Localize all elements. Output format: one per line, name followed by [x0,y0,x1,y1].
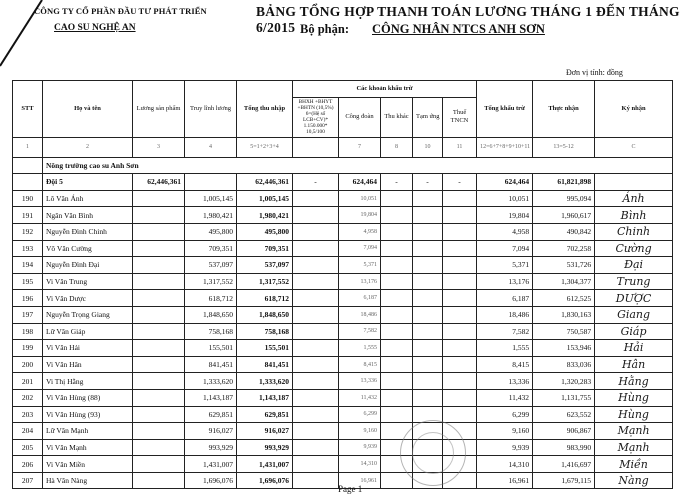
row-tong-khau-tru: 7,582 [477,323,533,340]
row-thue [443,356,477,373]
row-stt: 204 [13,423,43,440]
table-row [13,290,673,307]
row-name: Võ Văn Cường [43,240,133,257]
row-tong-thu-nhap: 629,851 [237,406,293,423]
group-tong-khau-tru: 624,464 [477,174,533,191]
row-tam-ung [413,306,443,323]
row-thue [443,406,477,423]
table-row [13,240,673,257]
row-bhxh [293,373,339,390]
row-thuc-nhan: 983,990 [533,439,595,456]
row-truy-linh: 1,980,421 [185,207,237,224]
table-row [13,439,673,456]
row-tong-khau-tru: 6,187 [477,290,533,307]
row-tam-ung [413,240,443,257]
row-bhxh [293,456,339,473]
row-signature: DƯỢC [595,290,673,307]
table-row [13,190,673,207]
row-thuc-nhan: 490,842 [533,223,595,240]
row-name: Vi Văn Mạnh [43,439,133,456]
row-truy-linh: 1,143,187 [185,389,237,406]
row-cong-doan: 16,961 [339,472,381,489]
row-truy-linh: 155,501 [185,340,237,357]
header-cong-doan: Công đoàn [339,97,381,137]
header-luong-san-pham: Lương sản phẩm [133,81,185,138]
row-thuc-nhan: 1,131,755 [533,389,595,406]
row-tong-khau-tru: 13,176 [477,273,533,290]
row-tam-ung [413,290,443,307]
table-row [13,306,673,323]
row-tam-ung [413,323,443,340]
row-thue [443,190,477,207]
row-thuc-nhan: 1,960,617 [533,207,595,224]
colnum: 11 [443,137,477,157]
row-tong-thu-nhap: 1,980,421 [237,207,293,224]
row-name: Nguyễn Đình Chinh [43,223,133,240]
row-bhxh [293,356,339,373]
row-tong-khau-tru: 19,804 [477,207,533,224]
header-ky-nhan: Ký nhận [595,81,673,138]
row-thue [443,273,477,290]
department-value: CÔNG NHÂN NTCS ANH SƠN [372,22,545,36]
colnum: 7 [339,137,381,157]
table-row [13,373,673,390]
row-thu-khac [381,389,413,406]
group-thue: - [443,174,477,191]
row-cong-doan: 5,371 [339,257,381,274]
row-tam-ung [413,340,443,357]
row-luong-sp [133,323,185,340]
row-stt: 202 [13,389,43,406]
row-stt: 206 [13,456,43,473]
row-bhxh [293,273,339,290]
row-thu-khac [381,190,413,207]
row-bhxh [293,190,339,207]
row-thu-khac [381,373,413,390]
row-truy-linh: 758,168 [185,323,237,340]
row-signature: Hải [595,340,673,357]
row-bhxh [293,257,339,274]
row-tong-thu-nhap: 758,168 [237,323,293,340]
row-thue [443,290,477,307]
row-bhxh [293,323,339,340]
table-row [13,389,673,406]
row-luong-sp [133,240,185,257]
row-thu-khac [381,406,413,423]
row-luong-sp [133,406,185,423]
row-signature: Hằng [595,373,673,390]
row-tam-ung [413,190,443,207]
row-name: Lữ Văn Giáp [43,323,133,340]
row-tong-khau-tru: 8,415 [477,356,533,373]
row-name: Vi Văn Hùng (93) [43,406,133,423]
row-bhxh [293,240,339,257]
row-stt: 193 [13,240,43,257]
row-bhxh [293,223,339,240]
row-signature: Hân [595,356,673,373]
row-tong-thu-nhap: 1,696,076 [237,472,293,489]
row-thuc-nhan: 1,304,377 [533,273,595,290]
table-row [13,456,673,473]
row-tong-thu-nhap: 1,848,650 [237,306,293,323]
row-thue [443,223,477,240]
colnum: 8 [381,137,413,157]
row-tong-khau-tru: 14,310 [477,456,533,473]
company-name: CÔNG TY CỔ PHẦN ĐẦU TƯ PHÁT TRIỂN [34,6,207,16]
colnum: 13=5-12 [533,137,595,157]
row-truy-linh: 916,027 [185,423,237,440]
row-thue [443,207,477,224]
row-tam-ung [413,356,443,373]
row-bhxh [293,439,339,456]
row-thue [443,240,477,257]
row-tam-ung [413,273,443,290]
row-thue [443,389,477,406]
row-thuc-nhan: 995,094 [533,190,595,207]
header-tong-thu-nhap: Tổng thu nhập [237,81,293,138]
row-tong-khau-tru: 11,432 [477,389,533,406]
row-stt: 197 [13,306,43,323]
payroll-table [12,80,673,489]
row-thuc-nhan: 1,830,163 [533,306,595,323]
row-truy-linh: 1,848,650 [185,306,237,323]
row-name: Nguyễn Trọng Giang [43,306,133,323]
row-thue [443,340,477,357]
page-number: Page 1 [338,484,363,494]
row-tong-khau-tru: 9,939 [477,439,533,456]
colnum: 10 [413,137,443,157]
row-luong-sp [133,273,185,290]
row-stt: 199 [13,340,43,357]
column-number-row [13,137,673,157]
row-truy-linh: 495,800 [185,223,237,240]
row-tam-ung [413,207,443,224]
row-signature: Trung [595,273,673,290]
row-luong-sp [133,439,185,456]
row-tong-thu-nhap: 841,451 [237,356,293,373]
row-tong-thu-nhap: 1,005,145 [237,190,293,207]
row-tong-thu-nhap: 1,431,007 [237,456,293,473]
row-cong-doan: 18,486 [339,306,381,323]
row-cong-doan: 6,299 [339,406,381,423]
row-stt: 190 [13,190,43,207]
row-tong-khau-tru: 13,336 [477,373,533,390]
row-tong-khau-tru: 6,299 [477,406,533,423]
row-signature: Bình [595,207,673,224]
row-cong-doan: 10,051 [339,190,381,207]
row-name: Vi Văn Trung [43,273,133,290]
row-cong-doan: 6,187 [339,290,381,307]
row-stt: 192 [13,223,43,240]
row-cong-doan: 19,804 [339,207,381,224]
row-stt: 207 [13,472,43,489]
row-tong-khau-tru: 7,094 [477,240,533,257]
row-truy-linh: 1,005,145 [185,190,237,207]
row-thuc-nhan: 612,525 [533,290,595,307]
row-truy-linh: 841,451 [185,356,237,373]
row-cong-doan: 9,939 [339,439,381,456]
row-signature: Miền [595,456,673,473]
row-thuc-nhan: 623,552 [533,406,595,423]
row-cong-doan: 7,094 [339,240,381,257]
row-name: Vi Văn Miền [43,456,133,473]
row-tong-thu-nhap: 495,800 [237,223,293,240]
row-signature: Nàng [595,472,673,489]
row-signature: Hùng [595,406,673,423]
row-thuc-nhan: 1,679,115 [533,472,595,489]
company-subname: CAO SU NGHỆ AN [54,23,136,33]
row-thuc-nhan: 531,726 [533,257,595,274]
table-row [13,257,673,274]
row-tam-ung [413,389,443,406]
row-tong-khau-tru: 18,486 [477,306,533,323]
row-truy-linh: 1,333,620 [185,373,237,390]
row-tong-khau-tru: 1,555 [477,340,533,357]
row-cong-doan: 1,555 [339,340,381,357]
row-thue [443,323,477,340]
row-thu-khac [381,306,413,323]
table-row [13,273,673,290]
row-signature: Đại [595,257,673,274]
group-thuc-nhan: 61,821,898 [533,174,595,191]
colnum: 2 [43,137,133,157]
row-name: Nguyễn Đình Đại [43,257,133,274]
row-tong-thu-nhap: 1,333,620 [237,373,293,390]
page-title: BẢNG TỔNG HỢP THANH TOÁN LƯƠNG THÁNG 1 ĐẾN THÁNG 6/2015 [256,4,680,35]
row-signature: Giang [595,306,673,323]
row-bhxh [293,423,339,440]
row-truy-linh: 629,851 [185,406,237,423]
row-luong-sp [133,456,185,473]
row-luong-sp [133,389,185,406]
row-signature: Ánh [595,190,673,207]
row-bhxh [293,389,339,406]
row-stt: 203 [13,406,43,423]
row-tong-thu-nhap: 1,143,187 [237,389,293,406]
row-tong-khau-tru: 9,160 [477,423,533,440]
row-stt: 195 [13,273,43,290]
row-signature: Mạnh [595,439,673,456]
payroll-table-wrapper [12,80,672,489]
row-thuc-nhan: 750,587 [533,323,595,340]
row-cong-doan: 14,310 [339,456,381,473]
row-tong-thu-nhap: 537,097 [237,257,293,274]
row-thu-khac [381,290,413,307]
row-tong-khau-tru: 5,371 [477,257,533,274]
group-tam-ung: - [413,174,443,191]
table-row [13,340,673,357]
row-luong-sp [133,257,185,274]
row-tam-ung [413,223,443,240]
header-tong-khau-tru: Tổng khấu trừ [477,81,533,138]
row-tong-thu-nhap: 709,351 [237,240,293,257]
row-luong-sp [133,290,185,307]
row-luong-sp [133,207,185,224]
row-name: Vi Văn Dược [43,290,133,307]
row-thu-khac [381,273,413,290]
section-title: Nông trường cao su Anh Sơn [43,157,673,174]
row-luong-sp [133,423,185,440]
row-thuc-nhan: 702,258 [533,240,595,257]
header-thuc-nhan: Thực nhận [533,81,595,138]
header-thue: Thuế TNCN [443,97,477,137]
row-truy-linh: 993,929 [185,439,237,456]
row-luong-sp [133,356,185,373]
row-truy-linh: 709,351 [185,240,237,257]
row-truy-linh: 1,696,076 [185,472,237,489]
colnum: 1 [13,137,43,157]
row-luong-sp [133,340,185,357]
row-thu-khac [381,257,413,274]
row-cong-doan: 4,958 [339,223,381,240]
currency-unit: Đơn vị tính: đồng [566,68,623,77]
group-cong-doan: 624,464 [339,174,381,191]
table-row [13,207,673,224]
row-thu-khac [381,223,413,240]
row-tong-khau-tru: 16,961 [477,472,533,489]
row-tong-thu-nhap: 916,027 [237,423,293,440]
row-name: Vi Thị Hằng [43,373,133,390]
row-bhxh [293,472,339,489]
table-row [13,423,673,440]
row-name: Lữ Văn Mạnh [43,423,133,440]
row-signature: Giáp [595,323,673,340]
row-tong-khau-tru: 10,051 [477,190,533,207]
row-signature: Chinh [595,223,673,240]
section-row [13,157,673,174]
row-stt: 201 [13,373,43,390]
row-thu-khac [381,207,413,224]
company-stamp-inner [412,432,454,474]
header-tam-ung: Tạm ứng [413,97,443,137]
row-thue [443,306,477,323]
row-cong-doan: 8,415 [339,356,381,373]
row-stt: 191 [13,207,43,224]
row-stt: 194 [13,257,43,274]
row-name: Vi Văn Hùng (88) [43,389,133,406]
row-thuc-nhan: 1,416,697 [533,456,595,473]
row-truy-linh: 618,712 [185,290,237,307]
row-thu-khac [381,356,413,373]
table-row [13,323,673,340]
row-stt: 196 [13,290,43,307]
table-row [13,406,673,423]
header-truy-linh: Truy lĩnh lương [185,81,237,138]
row-name: Ngân Văn Bình [43,207,133,224]
row-tong-thu-nhap: 618,712 [237,290,293,307]
row-cong-doan: 7,582 [339,323,381,340]
group-bhxh: - [293,174,339,191]
row-thu-khac [381,340,413,357]
row-thuc-nhan: 906,867 [533,423,595,440]
row-luong-sp [133,373,185,390]
colnum: C [595,137,673,157]
row-bhxh [293,406,339,423]
group-row [13,174,673,191]
row-thu-khac [381,323,413,340]
row-bhxh [293,306,339,323]
colnum: 4 [185,137,237,157]
row-thue [443,373,477,390]
group-name: Đội 5 [43,174,133,191]
row-tong-khau-tru: 4,958 [477,223,533,240]
row-bhxh [293,340,339,357]
group-luong-sp: 62,446,361 [133,174,185,191]
row-signature: Cường [595,240,673,257]
row-tam-ung [413,257,443,274]
row-thuc-nhan: 153,946 [533,340,595,357]
row-bhxh [293,207,339,224]
table-row [13,356,673,373]
colnum-empty [293,137,339,157]
row-cong-doan: 11,432 [339,389,381,406]
row-stt: 198 [13,323,43,340]
row-name: Vi Văn Hân [43,356,133,373]
row-signature: Mạnh [595,423,673,440]
header-stt: STT [13,81,43,138]
row-luong-sp [133,223,185,240]
row-stt: 205 [13,439,43,456]
row-thuc-nhan: 1,320,283 [533,373,595,390]
row-thuc-nhan: 833,036 [533,356,595,373]
header-name: Họ và tên [43,81,133,138]
row-tong-thu-nhap: 993,929 [237,439,293,456]
header-bhxh: BHXH +BHYT +BHTN (10,5%) 6=(Hệ số LCB+CV)* 1.150.000* 10,5/100 [293,97,339,137]
row-truy-linh: 1,431,007 [185,456,237,473]
colnum: 3 [133,137,185,157]
colnum: 12=6+7+8+9+10+11 [477,137,533,157]
row-luong-sp [133,472,185,489]
row-thue [443,257,477,274]
row-tam-ung [413,373,443,390]
header-khau-tru: Các khoản khấu trừ [293,81,477,98]
row-tong-thu-nhap: 1,317,552 [237,273,293,290]
group-thu-khac: - [381,174,413,191]
row-cong-doan: 9,160 [339,423,381,440]
row-stt: 200 [13,356,43,373]
header-thu-khac: Thu khác [381,97,413,137]
row-cong-doan: 13,336 [339,373,381,390]
row-name: Vi Văn Hải [43,340,133,357]
department-label: Bộ phận: [300,22,349,36]
row-luong-sp [133,190,185,207]
colnum: 5=1+2+3+4 [237,137,293,157]
row-name: Hà Văn Nàng [43,472,133,489]
row-luong-sp [133,306,185,323]
row-tong-thu-nhap: 155,501 [237,340,293,357]
row-cong-doan: 13,176 [339,273,381,290]
group-tong: 62,446,361 [237,174,293,191]
table-row [13,223,673,240]
row-signature: Hùng [595,389,673,406]
row-truy-linh: 537,097 [185,257,237,274]
row-bhxh [293,290,339,307]
row-thu-khac [381,240,413,257]
row-truy-linh: 1,317,552 [185,273,237,290]
row-name: Lô Văn Ánh [43,190,133,207]
